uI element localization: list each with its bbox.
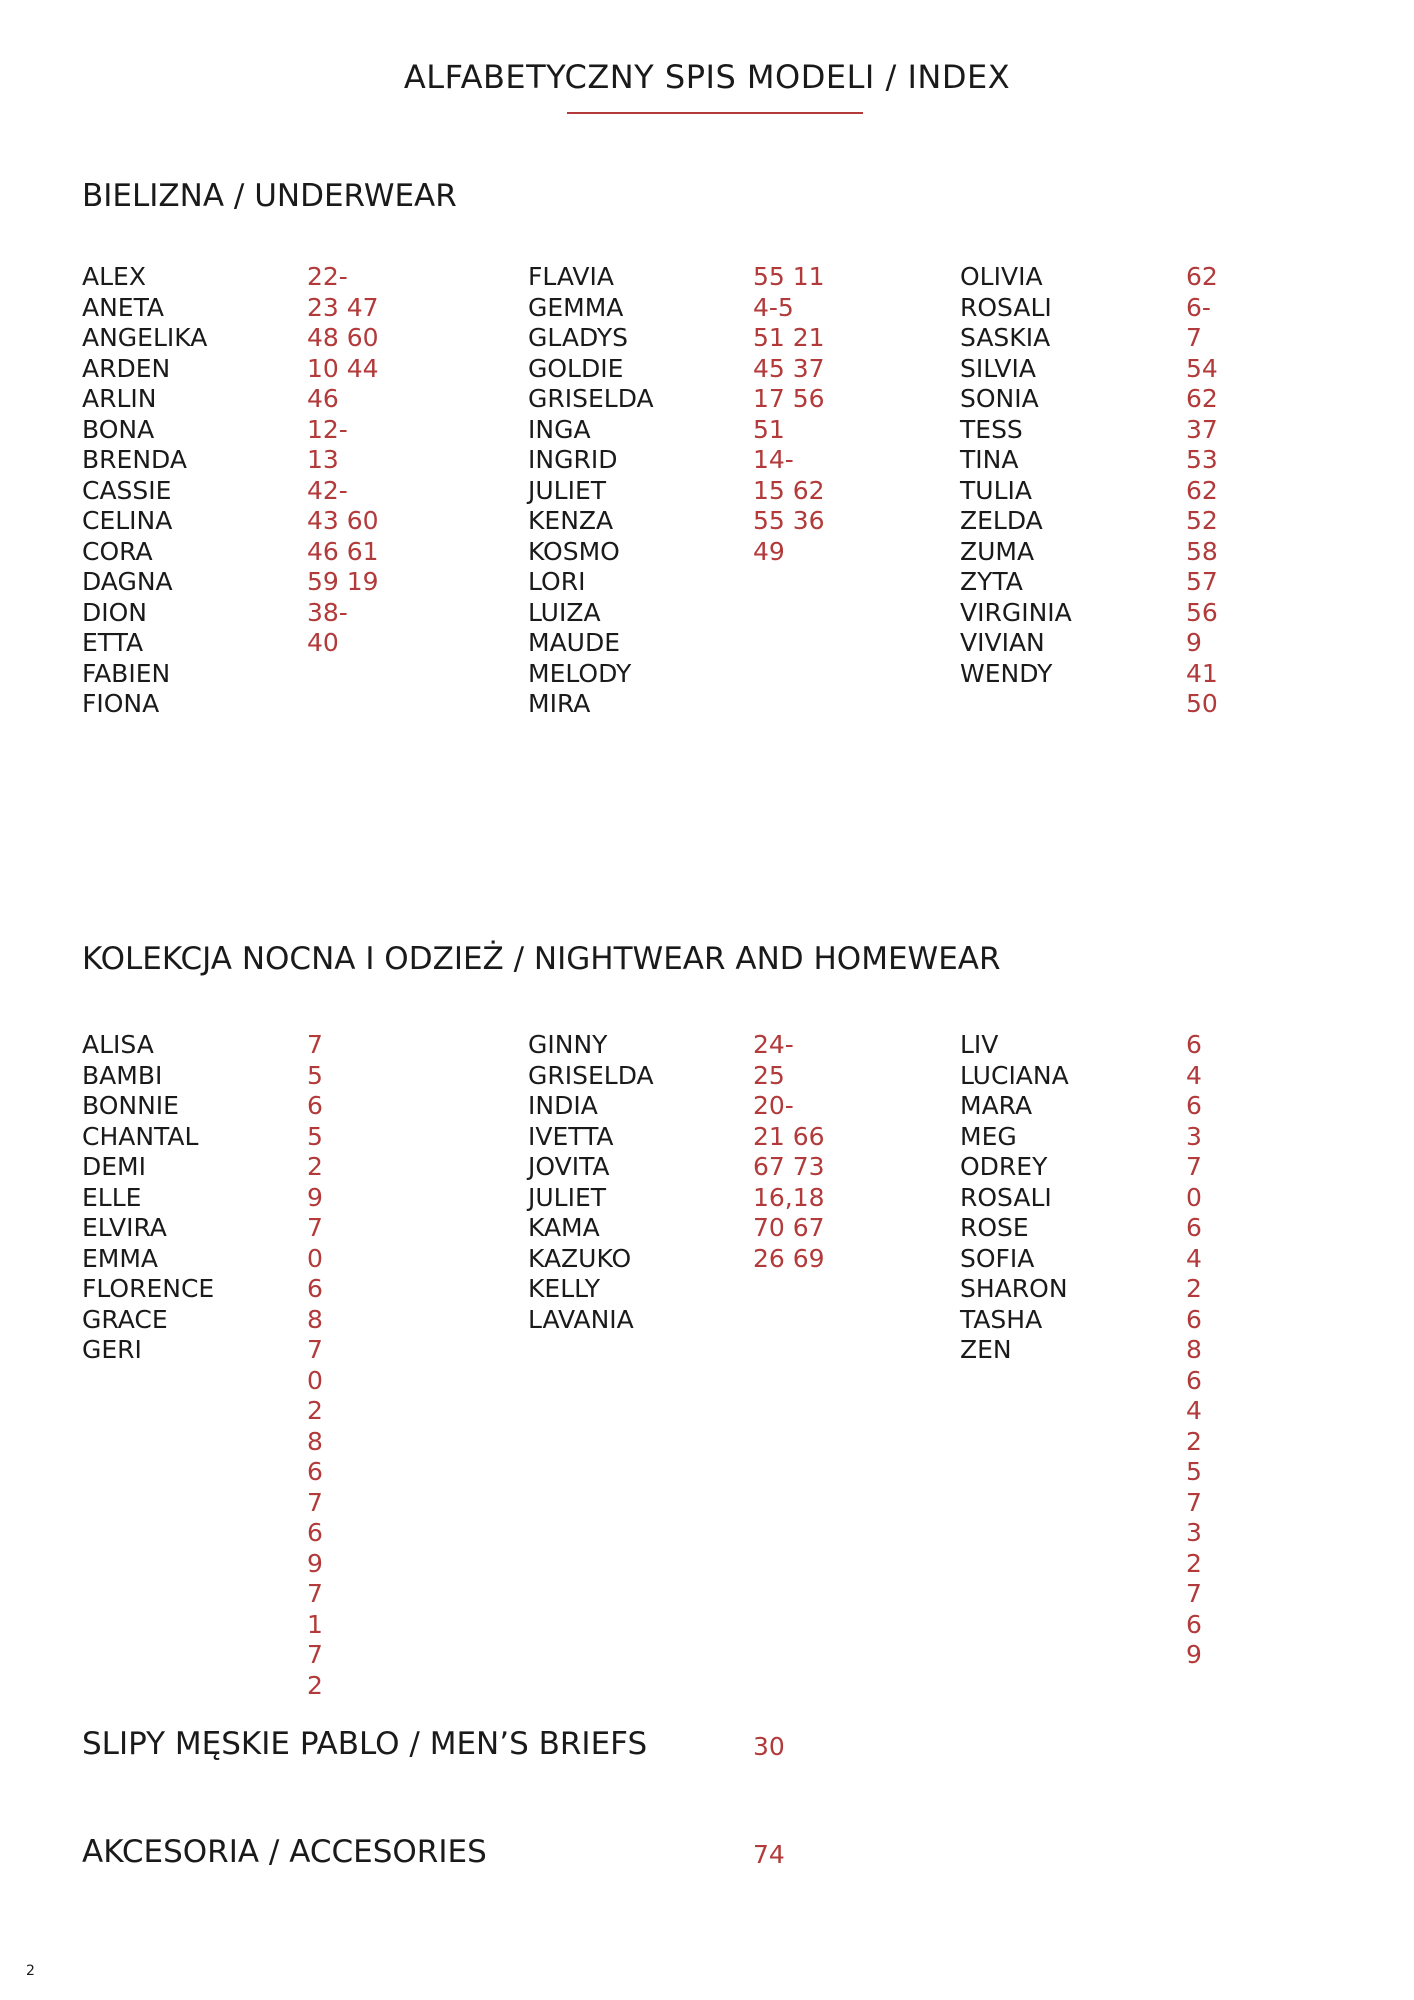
page-number: 58 bbox=[1186, 536, 1218, 566]
model-name: ALEX bbox=[82, 262, 146, 291]
page-number: 6 bbox=[1186, 1609, 1202, 1639]
page-number: 3 bbox=[1186, 1121, 1202, 1151]
page-number: 6 bbox=[307, 1457, 323, 1486]
model-name: ETTA bbox=[82, 628, 144, 657]
page-number: 7 bbox=[307, 1335, 323, 1364]
model-name: ELVIRA bbox=[82, 1213, 167, 1242]
model-name: ROSALI bbox=[960, 292, 1052, 322]
model-name: MAUDE bbox=[528, 628, 621, 657]
model-name: FLAVIA bbox=[528, 262, 614, 291]
underwear-pages-col-3 bbox=[1186, 262, 1218, 720]
model-name: GRISELDA bbox=[528, 1060, 654, 1090]
page-number: 7 bbox=[307, 1640, 323, 1669]
page-number: 23 47 bbox=[307, 292, 379, 322]
model-name: ROSALI bbox=[960, 1182, 1052, 1212]
page-number: 50 bbox=[1186, 689, 1218, 718]
page-number: 59 19 bbox=[307, 567, 379, 596]
model-name: ARLIN bbox=[82, 384, 157, 413]
model-name: SHARON bbox=[960, 1274, 1068, 1303]
page-number: 7 bbox=[307, 1487, 323, 1517]
underwear-heading: BIELIZNA / UNDERWEAR bbox=[82, 178, 457, 214]
page-number: 10 44 bbox=[307, 353, 379, 383]
page-number: 1 bbox=[307, 1609, 323, 1639]
model-name: ANGELIKA bbox=[82, 323, 208, 352]
model-name: ROSE bbox=[960, 1213, 1029, 1242]
page-number: 2 bbox=[307, 1670, 323, 1700]
underwear-names-col-1 bbox=[82, 262, 207, 720]
page-number: 56 bbox=[1186, 597, 1218, 627]
model-name: FABIEN bbox=[82, 658, 171, 688]
page-number: 62 bbox=[1186, 262, 1218, 291]
model-name: KELLY bbox=[528, 1274, 600, 1303]
model-name: JULIET bbox=[528, 475, 607, 505]
model-name: SILVIA bbox=[960, 353, 1037, 383]
page-number: 4 bbox=[1186, 1396, 1202, 1425]
page-number: 6 bbox=[1186, 1213, 1202, 1242]
underwear-names-col-2 bbox=[528, 262, 654, 720]
page-number: 2 bbox=[1186, 1274, 1202, 1303]
page-number: 8 bbox=[1186, 1335, 1202, 1364]
model-name: KOSMO bbox=[528, 536, 620, 566]
page-number: 57 bbox=[1186, 567, 1218, 596]
page-number: 53 bbox=[1186, 445, 1218, 474]
model-name: ZUMA bbox=[960, 536, 1035, 566]
nightwear-names-col-2 bbox=[528, 1030, 654, 1335]
model-name: TESS bbox=[960, 414, 1023, 444]
page-number: 7 bbox=[1186, 323, 1202, 352]
model-name: WENDY bbox=[960, 658, 1053, 688]
model-name: CELINA bbox=[82, 506, 173, 535]
model-name: INDIA bbox=[528, 1091, 598, 1120]
model-name: FLORENCE bbox=[82, 1274, 215, 1303]
page-number: 9 bbox=[307, 1548, 323, 1578]
model-name: ZEN bbox=[960, 1335, 1012, 1364]
model-name: EMMA bbox=[82, 1243, 159, 1273]
page-number: 46 bbox=[307, 384, 339, 413]
page-number: 20- bbox=[753, 1091, 794, 1120]
model-name: GLADYS bbox=[528, 323, 628, 352]
page-number: 43 60 bbox=[307, 506, 379, 535]
model-name: DAGNA bbox=[82, 567, 173, 596]
model-name: LORI bbox=[528, 567, 586, 596]
page-number: 6 bbox=[1186, 1304, 1202, 1334]
model-name: BRENDA bbox=[82, 445, 187, 474]
model-name: JOVITA bbox=[528, 1152, 610, 1181]
page-number: 6- bbox=[1186, 292, 1211, 322]
model-name: LUCIANA bbox=[960, 1060, 1069, 1090]
page-number: 42- bbox=[307, 475, 348, 505]
model-name: KENZA bbox=[528, 506, 614, 535]
model-name: ZELDA bbox=[960, 506, 1043, 535]
page-number: 5 bbox=[307, 1060, 323, 1090]
page-title: ALFABETYCZNY SPIS MODELI / INDEX bbox=[403, 58, 1011, 96]
model-name: MEG bbox=[960, 1121, 1017, 1151]
page-number: 2 bbox=[1186, 1548, 1202, 1578]
model-name: ELLE bbox=[82, 1182, 142, 1212]
page-number: 2 bbox=[307, 1396, 323, 1425]
model-name: MELODY bbox=[528, 658, 632, 688]
page-number: 4 bbox=[1186, 1243, 1202, 1273]
page-number: 38- bbox=[307, 597, 348, 627]
page-number: 5 bbox=[307, 1121, 323, 1151]
page-number: 7 bbox=[1186, 1152, 1202, 1181]
page-number: 15 62 bbox=[753, 475, 825, 505]
model-name: GINNY bbox=[528, 1030, 608, 1059]
model-name: BAMBI bbox=[82, 1060, 163, 1090]
page-number: 62 bbox=[1186, 475, 1218, 505]
model-name: VIVIAN bbox=[960, 628, 1045, 657]
model-name: INGA bbox=[528, 414, 591, 444]
page-number: 46 61 bbox=[307, 536, 379, 566]
page-number: 0 bbox=[307, 1365, 323, 1395]
page-number: 4-5 bbox=[753, 292, 794, 322]
nightwear-names-col-1 bbox=[82, 1030, 214, 1366]
page-number: 6 bbox=[1186, 1365, 1202, 1395]
page-number: 6 bbox=[1186, 1030, 1202, 1059]
page-number: 22- bbox=[307, 262, 348, 291]
page-number: 40 bbox=[307, 628, 339, 657]
model-name: ANETA bbox=[82, 292, 165, 322]
page-number: 17 56 bbox=[753, 384, 825, 413]
page-number: 9 bbox=[1186, 628, 1202, 657]
underwear-pages-col-2 bbox=[753, 262, 825, 567]
model-name: CASSIE bbox=[82, 475, 172, 505]
model-name: LUIZA bbox=[528, 597, 601, 627]
page-number: 67 73 bbox=[753, 1152, 825, 1181]
model-name: CORA bbox=[82, 536, 153, 566]
page-number: 8 bbox=[307, 1304, 323, 1334]
page-number: 55 36 bbox=[753, 506, 825, 535]
page-number: 45 37 bbox=[753, 353, 825, 383]
model-name: GRACE bbox=[82, 1304, 168, 1334]
model-name: MARA bbox=[960, 1091, 1033, 1120]
page-number: 7 bbox=[307, 1030, 323, 1059]
nightwear-names-col-3 bbox=[960, 1030, 1069, 1366]
model-name: LIV bbox=[960, 1030, 999, 1059]
page-number: 9 bbox=[307, 1182, 323, 1212]
model-name: GERI bbox=[82, 1335, 142, 1364]
model-name: MIRA bbox=[528, 689, 591, 718]
model-name: IVETTA bbox=[528, 1121, 614, 1151]
nightwear-pages-col-3 bbox=[1186, 1030, 1202, 1671]
model-name: CHANTAL bbox=[82, 1121, 199, 1151]
model-name: TINA bbox=[960, 445, 1019, 474]
briefs-heading: SLIPY MĘSKIE PABLO / MEN’S BRIEFS bbox=[82, 1726, 648, 1762]
page-number: 25 bbox=[753, 1060, 785, 1090]
page-number: 6 bbox=[307, 1274, 323, 1303]
page-number: 3 bbox=[1186, 1518, 1202, 1547]
nightwear-pages-col-2 bbox=[753, 1030, 825, 1274]
title-underline bbox=[567, 112, 863, 114]
model-name: ZYTA bbox=[960, 567, 1023, 596]
page-number: 6 bbox=[1186, 1091, 1202, 1120]
model-name: KAMA bbox=[528, 1213, 600, 1242]
page-number: 13 bbox=[307, 445, 339, 474]
page-number-footer: 2 bbox=[26, 1963, 35, 1979]
accessories-heading: AKCESORIA / ACCESORIES bbox=[82, 1834, 487, 1870]
page-number: 2 bbox=[307, 1152, 323, 1181]
page-number: 51 21 bbox=[753, 323, 825, 352]
nightwear-pages-col-1 bbox=[307, 1030, 323, 1701]
page-number: 12- bbox=[307, 414, 348, 444]
page-number: 49 bbox=[753, 536, 785, 566]
model-name: FIONA bbox=[82, 689, 160, 718]
model-name: TULIA bbox=[960, 475, 1032, 505]
page-number: 52 bbox=[1186, 506, 1218, 535]
model-name: ARDEN bbox=[82, 353, 171, 383]
page-number: 6 bbox=[307, 1091, 323, 1120]
page-number: 2 bbox=[1186, 1426, 1202, 1456]
page-number: 48 60 bbox=[307, 323, 379, 352]
page-number: 8 bbox=[307, 1426, 323, 1456]
model-name: SONIA bbox=[960, 384, 1039, 413]
page-number: 0 bbox=[1186, 1182, 1202, 1212]
model-name: GOLDIE bbox=[528, 353, 624, 383]
page-number: 41 bbox=[1186, 658, 1218, 688]
page-number: 14- bbox=[753, 445, 794, 474]
page-number: 6 bbox=[307, 1518, 323, 1547]
model-name: JULIET bbox=[528, 1182, 607, 1212]
page-number: 55 11 bbox=[753, 262, 825, 291]
model-name: DEMI bbox=[82, 1152, 146, 1181]
page-number: 4 bbox=[1186, 1060, 1202, 1090]
page-number: 26 69 bbox=[753, 1243, 825, 1273]
page-number: 0 bbox=[307, 1243, 323, 1273]
model-name: LAVANIA bbox=[528, 1304, 634, 1334]
page-number: 7 bbox=[307, 1213, 323, 1242]
page-number: 24- bbox=[753, 1030, 794, 1059]
model-name: ODREY bbox=[960, 1152, 1048, 1181]
page-number: 7 bbox=[1186, 1579, 1202, 1608]
model-name: DION bbox=[82, 597, 148, 627]
nightwear-heading: KOLEKCJA NOCNA I ODZIEŻ / NIGHTWEAR AND HOMEWEAR bbox=[82, 941, 1001, 977]
page-number: 51 bbox=[753, 414, 785, 444]
model-name: OLIVIA bbox=[960, 262, 1043, 291]
page-number: 62 bbox=[1186, 384, 1218, 413]
model-name: ALISA bbox=[82, 1030, 154, 1059]
page-number: 7 bbox=[1186, 1487, 1202, 1517]
model-name: SOFIA bbox=[960, 1243, 1035, 1273]
model-name: SASKIA bbox=[960, 323, 1051, 352]
page-number: 5 bbox=[1186, 1457, 1202, 1486]
underwear-names-col-3 bbox=[960, 262, 1072, 689]
model-name: BONA bbox=[82, 414, 155, 444]
page-number: 7 bbox=[307, 1579, 323, 1608]
model-name: GRISELDA bbox=[528, 384, 654, 413]
model-name: TASHA bbox=[960, 1304, 1043, 1334]
page-number: 16,18 bbox=[753, 1182, 825, 1212]
model-name: VIRGINIA bbox=[960, 597, 1072, 627]
model-name: BONNIE bbox=[82, 1091, 179, 1120]
accessories-page: 74 bbox=[753, 1840, 785, 1869]
page-number: 21 66 bbox=[753, 1121, 825, 1151]
page-number: 54 bbox=[1186, 353, 1218, 383]
page-number: 70 67 bbox=[753, 1213, 825, 1242]
model-name: INGRID bbox=[528, 445, 618, 474]
page-number: 9 bbox=[1186, 1640, 1202, 1669]
model-name: GEMMA bbox=[528, 292, 624, 322]
model-name: KAZUKO bbox=[528, 1243, 632, 1273]
underwear-pages-col-1 bbox=[307, 262, 379, 659]
page-number: 37 bbox=[1186, 414, 1218, 444]
briefs-page: 30 bbox=[753, 1732, 785, 1761]
